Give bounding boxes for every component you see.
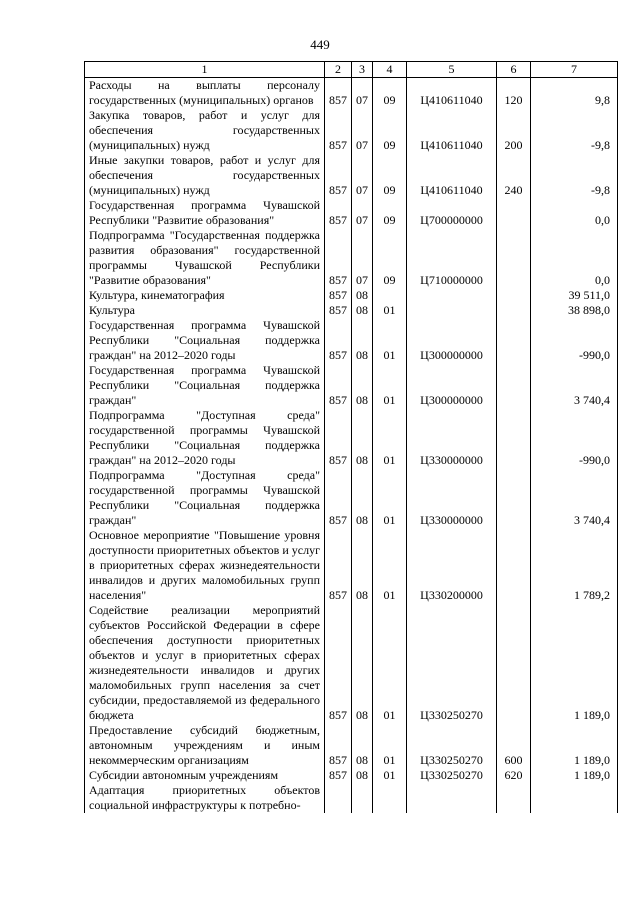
row-expense-type: 200 [497,108,531,153]
header-col-4: 4 [373,62,407,78]
table-row [85,153,618,198]
row-subsection: 01 [373,768,407,783]
row-name: Содействие реализации мероприятий субъектов Российской Федерации в сфере обеспечения доступности приоритетных объектов и услуг в приоритетных сферах жизнедеятельности инвалидов и других маломобильных групп населения за счет субсидии, предоставляемой из федерального бюджета [85,603,325,723]
row-section: 08 [352,288,373,303]
row-org-code [325,783,352,813]
row-expense-type [497,468,531,528]
row-amount: 1 189,0 [531,723,618,768]
row-expense-type [497,603,531,723]
row-section: 07 [352,228,373,288]
row-section: 08 [352,603,373,723]
table-body [85,78,618,814]
header-col-7: 7 [531,62,618,78]
row-expense-type [497,408,531,468]
row-name: Культура [85,303,325,318]
header-col-6: 6 [497,62,531,78]
row-org-code: 857 [325,318,352,363]
row-subsection [373,783,407,813]
row-expense-type [497,288,531,303]
row-target-article: Ц330250270 [407,768,497,783]
row-org-code: 857 [325,303,352,318]
row-subsection: 01 [373,603,407,723]
row-target-article: Ц330250270 [407,723,497,768]
row-amount [531,783,618,813]
page-number: 449 [310,37,330,52]
row-name: Основное мероприятие "Повышение уровня доступности приоритетных объектов и услуг в приоритетных сферах жизнедеятельности инвалидов и других маломобильных групп населения" [85,528,325,603]
row-expense-type: 620 [497,768,531,783]
row-subsection: 01 [373,303,407,318]
row-subsection: 09 [373,198,407,228]
row-expense-type [497,783,531,813]
row-target-article: Ц330000000 [407,408,497,468]
row-amount: -990,0 [531,408,618,468]
table-row [85,363,618,408]
row-subsection: 01 [373,468,407,528]
row-subsection: 09 [373,78,407,109]
row-amount: -990,0 [531,318,618,363]
row-subsection: 01 [373,528,407,603]
row-amount: 1 189,0 [531,768,618,783]
row-name: Подпрограмма "Доступная среда" государственной программы Чувашской Республики "Социальная поддержка граждан" на 2012–2020 годы [85,408,325,468]
table-row [85,468,618,528]
row-expense-type [497,303,531,318]
row-section: 07 [352,198,373,228]
row-expense-type: 600 [497,723,531,768]
row-name: Подпрограмма "Доступная среда" государственной программы Чувашской Республики "Социальная поддержка граждан" [85,468,325,528]
row-org-code: 857 [325,228,352,288]
row-org-code: 857 [325,603,352,723]
table-row [85,528,618,603]
row-target-article: Ц300000000 [407,363,497,408]
row-org-code: 857 [325,528,352,603]
row-amount: 38 898,0 [531,303,618,318]
row-org-code: 857 [325,78,352,109]
header-col-1: 1 [85,62,325,78]
row-subsection: 01 [373,318,407,363]
row-amount: 0,0 [531,198,618,228]
row-expense-type [497,528,531,603]
row-target-article [407,288,497,303]
row-target-article: Ц410611040 [407,108,497,153]
table-row [85,768,618,783]
row-section: 07 [352,153,373,198]
row-subsection [373,288,407,303]
row-target-article: Ц330000000 [407,468,497,528]
row-section: 08 [352,528,373,603]
row-name: Адаптация приоритетных объектов социальной инфраструктуры к потребно- [85,783,325,813]
row-section: 07 [352,108,373,153]
row-section: 08 [352,723,373,768]
row-name: Закупка товаров, работ и услуг для обеспечения государственных (муниципальных) нужд [85,108,325,153]
header-col-5: 5 [407,62,497,78]
row-amount: 1 789,2 [531,528,618,603]
row-section [352,783,373,813]
row-amount: 1 189,0 [531,603,618,723]
row-expense-type: 120 [497,78,531,109]
row-target-article: Ц710000000 [407,228,497,288]
row-name: Государственная программа Чувашской Республики "Социальная поддержка граждан" [85,363,325,408]
row-target-article: Ц330200000 [407,528,497,603]
table-row [85,783,618,813]
row-expense-type [497,318,531,363]
table-row [85,408,618,468]
budget-table [84,61,618,813]
table-row [85,303,618,318]
row-org-code: 857 [325,198,352,228]
row-section: 08 [352,408,373,468]
row-name: Культура, кинематография [85,288,325,303]
row-amount: 39 511,0 [531,288,618,303]
header-row [85,62,618,78]
row-section: 08 [352,318,373,363]
row-expense-type: 240 [497,153,531,198]
header-col-3: 3 [352,62,373,78]
row-subsection: 09 [373,108,407,153]
row-target-article: Ц700000000 [407,198,497,228]
row-target-article: Ц300000000 [407,318,497,363]
table-row [85,198,618,228]
row-name: Иные закупки товаров, работ и услуг для обеспечения государственных (муниципальных) нужд [85,153,325,198]
table-row [85,318,618,363]
row-org-code: 857 [325,468,352,528]
row-section: 08 [352,768,373,783]
row-subsection: 09 [373,228,407,288]
row-name: Подпрограмма "Государственная поддержка развития образования" государственной программы Чувашской Республики "Развитие образования" [85,228,325,288]
row-org-code: 857 [325,108,352,153]
row-section: 08 [352,468,373,528]
row-name: Государственная программа Чувашской Республики "Развитие образования" [85,198,325,228]
row-target-article [407,783,497,813]
row-org-code: 857 [325,363,352,408]
row-target-article: Ц410611040 [407,153,497,198]
row-org-code: 857 [325,723,352,768]
header-col-2: 2 [325,62,352,78]
row-org-code: 857 [325,408,352,468]
table-row [85,78,618,109]
table-row [85,228,618,288]
row-name: Расходы на выплаты персоналу государственных (муниципальных) органов [85,78,325,109]
row-expense-type [497,198,531,228]
row-org-code: 857 [325,768,352,783]
row-name: Предоставление субсидий бюджетным, автономным учреждениям и иным некоммерческим организациям [85,723,325,768]
row-subsection: 01 [373,363,407,408]
row-target-article [407,303,497,318]
row-section: 08 [352,303,373,318]
row-amount: -9,8 [531,153,618,198]
table-row [85,603,618,723]
row-target-article: Ц410611040 [407,78,497,109]
row-section: 08 [352,363,373,408]
row-amount: 3 740,4 [531,468,618,528]
row-org-code: 857 [325,288,352,303]
row-section: 07 [352,78,373,109]
row-name: Субсидии автономным учреждениям [85,768,325,783]
row-expense-type [497,228,531,288]
table-row [85,108,618,153]
row-amount: 0,0 [531,228,618,288]
row-name: Государственная программа Чувашской Республики "Социальная поддержка граждан" на 2012–2020 годы [85,318,325,363]
row-target-article: Ц330250270 [407,603,497,723]
row-subsection: 09 [373,153,407,198]
row-amount: 9,8 [531,78,618,109]
row-amount: 3 740,4 [531,363,618,408]
row-subsection: 01 [373,408,407,468]
row-subsection: 01 [373,723,407,768]
table-row [85,723,618,768]
table-row [85,288,618,303]
row-expense-type [497,363,531,408]
row-org-code: 857 [325,153,352,198]
row-amount: -9,8 [531,108,618,153]
